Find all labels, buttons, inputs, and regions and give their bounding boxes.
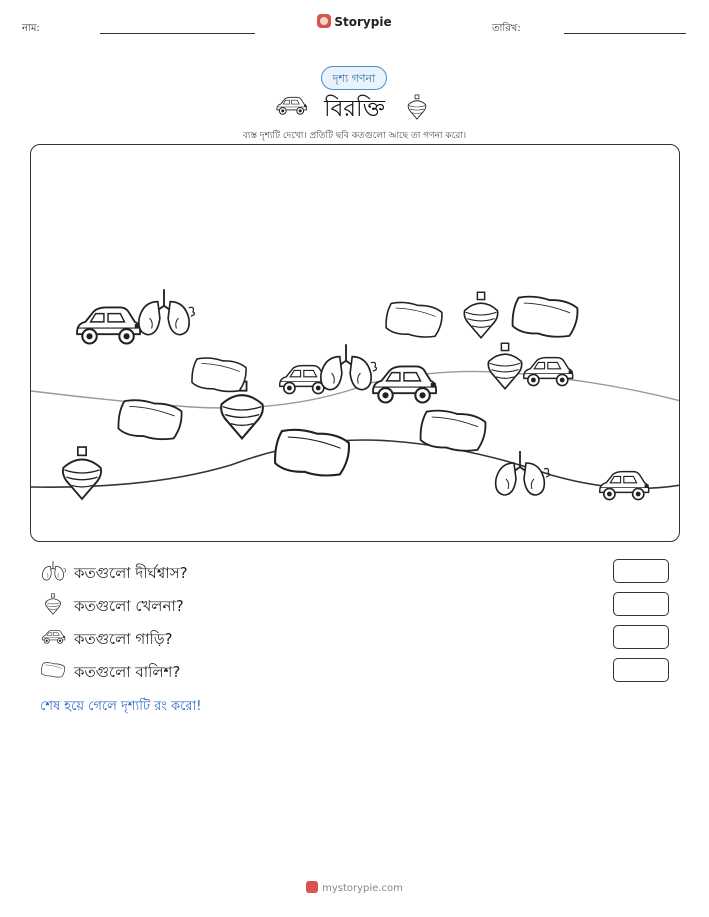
question-text: কতগুলো বালিশ? [74, 663, 181, 681]
finish-note: শেষ হয়ে গেলে দৃশ্যটি রং করো! [40, 699, 202, 714]
scene-pillow-icon [272, 424, 352, 482]
car-icon [40, 626, 66, 648]
footer-url[interactable]: mystorypie.com [322, 883, 403, 894]
scene-pillow-icon [116, 395, 184, 444]
scene-car-icon [77, 307, 140, 343]
scene-pillow-icon [190, 354, 248, 396]
name-line[interactable] [100, 33, 255, 34]
storypie-logo-icon [317, 14, 331, 28]
answer-box-lungs[interactable] [613, 559, 669, 583]
instructions: ব্যস্ত দৃশ্যটি দেখো। প্রতিটি ছবি কতগুলো আছে তা গণনা করো। [242, 131, 467, 141]
scene-lungs-icon [139, 289, 195, 334]
pillow-icon [40, 659, 66, 681]
scene-pillow-icon [418, 406, 488, 457]
toy-top-icon [40, 593, 66, 615]
date-label: তারিখ: [492, 23, 521, 34]
scene-pillow-icon [510, 292, 580, 343]
answer-box-cars[interactable] [613, 625, 669, 649]
page-title: বিরক্তি [324, 96, 385, 122]
title-toy-top-icon [406, 94, 428, 120]
answer-box-pillows[interactable] [613, 658, 669, 682]
scene-toy-top-icon [464, 292, 497, 337]
scene-toy-top-icon [488, 343, 521, 388]
lungs-icon [40, 560, 66, 582]
scene-drawing [31, 145, 680, 542]
footer [0, 881, 709, 894]
scene-toy-top-icon [63, 447, 101, 499]
scene-lungs-icon [496, 451, 550, 495]
brand [0, 14, 709, 29]
scene-car-icon [524, 358, 573, 386]
question-text: কতগুলো গাড়ি? [74, 630, 173, 648]
scene-lungs-icon [321, 344, 377, 389]
answer-box-toys[interactable] [613, 592, 669, 616]
brand-text: Storypie [334, 15, 392, 29]
scene-pillow-icon [384, 298, 444, 342]
scene-car-icon [373, 366, 436, 402]
scene-car-icon [600, 472, 649, 500]
question-text: কতগুলো খেলনা? [74, 597, 184, 615]
date-line[interactable] [564, 33, 686, 34]
scene-count-badge: দৃশ্য গণনা [321, 66, 387, 90]
counting-scene [30, 144, 680, 542]
storypie-footer-logo-icon [306, 881, 318, 893]
hill-front-line [31, 440, 680, 488]
question-text: কতগুলো দীর্ঘশ্বাস? [74, 564, 188, 582]
name-label: নাম: [22, 23, 40, 34]
